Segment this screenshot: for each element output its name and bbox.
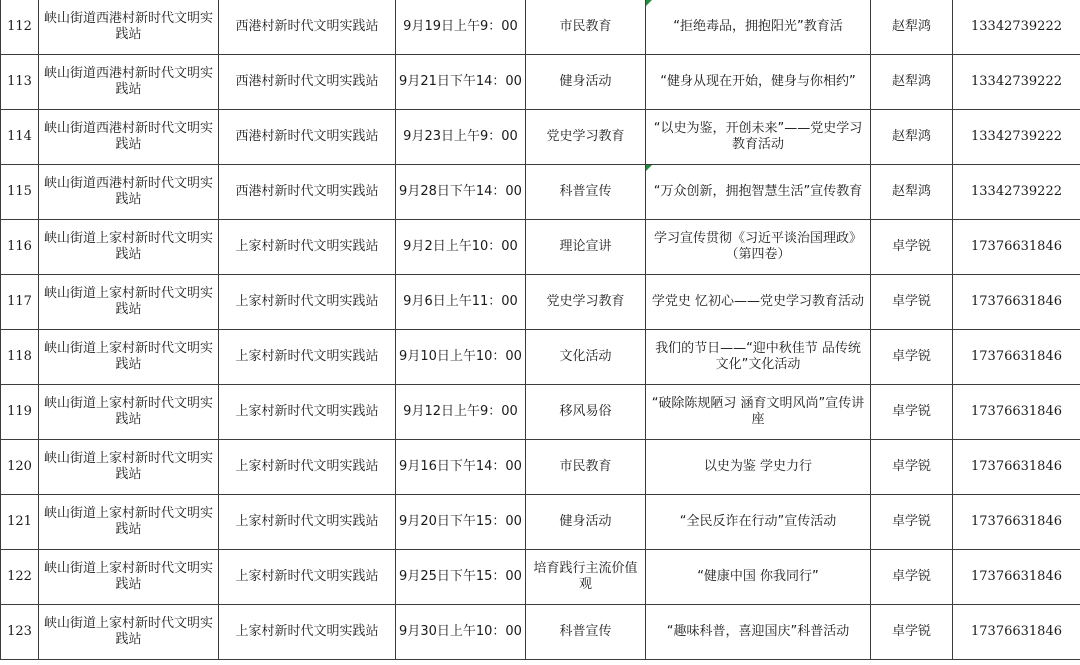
contact-person-text: 卓学锐 bbox=[891, 459, 931, 474]
category-cell[interactable] bbox=[526, 495, 646, 550]
organizer-cell[interactable] bbox=[39, 110, 219, 165]
category-text: 文化活动 bbox=[559, 349, 612, 364]
station-cell[interactable] bbox=[219, 220, 396, 275]
activity-title-text: 学习宣传贯彻《习近平谈治国理政》（第四卷） bbox=[653, 231, 862, 262]
station-text: 上家村新时代文明实践站 bbox=[235, 514, 379, 529]
row-number-cell[interactable] bbox=[1, 110, 39, 165]
activity-title-cell[interactable] bbox=[646, 165, 871, 220]
organizer-line-1: 峡山街道上家村新时代文明实 bbox=[43, 396, 213, 411]
phone-number-cell[interactable] bbox=[953, 385, 1080, 440]
organizer-cell[interactable] bbox=[39, 550, 219, 605]
table-row[interactable] bbox=[1, 385, 1080, 440]
row-number-text: 117 bbox=[7, 294, 32, 309]
category-text: 党史学习教育 bbox=[546, 294, 625, 309]
contact-person-cell[interactable] bbox=[871, 385, 953, 440]
activity-title-cell[interactable] bbox=[646, 605, 871, 660]
row-number-text: 120 bbox=[7, 459, 32, 474]
activity-title-cell[interactable] bbox=[646, 110, 871, 165]
row-number-cell[interactable] bbox=[1, 330, 39, 385]
activity-title-text: “以史为鉴，开创未来”——党史学习教育活动 bbox=[653, 121, 863, 152]
station-text: 西港村新时代文明实践站 bbox=[235, 184, 379, 199]
activity-title-text: “健身从现在开始，健身与你相约” bbox=[660, 74, 856, 89]
row-number-text: 118 bbox=[7, 349, 32, 364]
contact-person-text: 卓学锐 bbox=[891, 404, 931, 419]
organizer-line-2: 践站 bbox=[115, 467, 142, 482]
contact-person-text: 卓学锐 bbox=[891, 294, 931, 309]
time-text: 9月21日下午14：00 bbox=[399, 74, 522, 89]
row-number-cell[interactable] bbox=[1, 440, 39, 495]
organizer-cell[interactable] bbox=[39, 220, 219, 275]
time-cell[interactable] bbox=[396, 110, 526, 165]
organizer-line-1: 峡山街道上家村新时代文明实 bbox=[43, 231, 213, 246]
category-text: 培育践行主流价值观 bbox=[533, 561, 638, 592]
activity-title-cell[interactable] bbox=[646, 440, 871, 495]
station-cell[interactable] bbox=[219, 385, 396, 440]
contact-person-text: 赵犁鸿 bbox=[891, 129, 931, 144]
time-cell[interactable] bbox=[396, 165, 526, 220]
row-number-cell[interactable] bbox=[1, 275, 39, 330]
contact-person-cell[interactable] bbox=[871, 495, 953, 550]
row-number-text: 116 bbox=[7, 239, 32, 254]
organizer-line-1: 峡山街道西港村新时代文明实 bbox=[43, 176, 213, 191]
category-cell[interactable] bbox=[526, 110, 646, 165]
activity-title-cell[interactable] bbox=[646, 385, 871, 440]
cell-comment-marker bbox=[646, 0, 652, 6]
time-text: 9月28日下午14：00 bbox=[399, 184, 522, 199]
table-row[interactable] bbox=[1, 440, 1080, 495]
table-row[interactable] bbox=[1, 330, 1080, 385]
table-row[interactable] bbox=[1, 220, 1080, 275]
category-cell[interactable] bbox=[526, 605, 646, 660]
time-cell[interactable] bbox=[396, 55, 526, 110]
category-text: 市民教育 bbox=[559, 459, 612, 474]
contact-person-text: 卓学锐 bbox=[891, 514, 931, 529]
station-cell[interactable] bbox=[219, 55, 396, 110]
activity-title-text: “破除陈规陋习 涵育文明风尚”宣传讲座 bbox=[651, 396, 865, 427]
category-text: 科普宣传 bbox=[559, 184, 612, 199]
phone-number-text: 17376631846 bbox=[971, 239, 1062, 254]
table-row[interactable] bbox=[1, 495, 1080, 550]
activity-title-cell[interactable] bbox=[646, 330, 871, 385]
contact-person-text: 赵犁鸿 bbox=[891, 74, 931, 89]
activity-title-text: 我们的节日——“迎中秋佳节 品传统文化”文化活动 bbox=[655, 341, 861, 372]
category-text: 科普宣传 bbox=[559, 624, 612, 639]
row-number-cell[interactable] bbox=[1, 55, 39, 110]
station-text: 上家村新时代文明实践站 bbox=[235, 349, 379, 364]
activity-title-text: “万众创新，拥抱智慧生活”宣传教育 bbox=[653, 184, 863, 199]
phone-number-text: 13342739222 bbox=[971, 74, 1062, 89]
time-cell[interactable] bbox=[396, 385, 526, 440]
activity-title-text: “健康中国 你我同行” bbox=[697, 569, 819, 584]
time-text: 9月23日上午9：00 bbox=[403, 129, 518, 144]
organizer-line-1: 峡山街道上家村新时代文明实 bbox=[43, 286, 213, 301]
row-number-text: 121 bbox=[7, 514, 32, 529]
table-row[interactable] bbox=[1, 550, 1080, 605]
organizer-line-1: 峡山街道上家村新时代文明实 bbox=[43, 561, 213, 576]
station-cell[interactable] bbox=[219, 550, 396, 605]
activity-title-text: “全民反诈在行动”宣传活动 bbox=[679, 514, 837, 529]
organizer-line-2: 践站 bbox=[115, 632, 142, 647]
phone-number-cell[interactable] bbox=[953, 0, 1080, 55]
row-number-text: 113 bbox=[7, 74, 32, 89]
station-cell[interactable] bbox=[219, 440, 396, 495]
organizer-line-1: 峡山街道上家村新时代文明实 bbox=[43, 451, 213, 466]
row-number-cell[interactable] bbox=[1, 0, 39, 55]
phone-number-text: 17376631846 bbox=[971, 404, 1062, 419]
time-cell[interactable] bbox=[396, 440, 526, 495]
row-number-cell[interactable] bbox=[1, 495, 39, 550]
station-text: 上家村新时代文明实践站 bbox=[235, 404, 379, 419]
time-text: 9月12日上午9：00 bbox=[403, 404, 518, 419]
category-cell[interactable] bbox=[526, 550, 646, 605]
category-cell[interactable] bbox=[526, 220, 646, 275]
category-text: 移风易俗 bbox=[559, 404, 612, 419]
row-number-text: 114 bbox=[7, 129, 32, 144]
contact-person-text: 卓学锐 bbox=[891, 569, 931, 584]
station-text: 西港村新时代文明实践站 bbox=[235, 74, 379, 89]
organizer-cell[interactable] bbox=[39, 165, 219, 220]
station-text: 上家村新时代文明实践站 bbox=[235, 569, 379, 584]
phone-number-cell[interactable] bbox=[953, 330, 1080, 385]
contact-person-text: 卓学锐 bbox=[891, 349, 931, 364]
table-row[interactable] bbox=[1, 275, 1080, 330]
organizer-line-1: 峡山街道西港村新时代文明实 bbox=[43, 11, 213, 26]
time-cell[interactable] bbox=[396, 220, 526, 275]
table-row[interactable] bbox=[1, 605, 1080, 660]
cell-comment-marker bbox=[646, 165, 652, 171]
organizer-cell[interactable] bbox=[39, 55, 219, 110]
category-cell[interactable] bbox=[526, 440, 646, 495]
time-cell[interactable] bbox=[396, 330, 526, 385]
row-number-text: 119 bbox=[7, 404, 32, 419]
phone-number-cell[interactable] bbox=[953, 165, 1080, 220]
time-text: 9月20日下午15：00 bbox=[399, 514, 522, 529]
phone-number-cell[interactable] bbox=[953, 220, 1080, 275]
phone-number-cell[interactable] bbox=[953, 275, 1080, 330]
organizer-line-2: 践站 bbox=[115, 412, 142, 427]
time-cell[interactable] bbox=[396, 605, 526, 660]
table-row[interactable] bbox=[1, 165, 1080, 220]
station-cell[interactable] bbox=[219, 330, 396, 385]
organizer-cell[interactable] bbox=[39, 385, 219, 440]
organizer-cell[interactable] bbox=[39, 605, 219, 660]
organizer-line-2: 践站 bbox=[115, 192, 142, 207]
organizer-cell[interactable] bbox=[39, 0, 219, 55]
contact-person-cell[interactable] bbox=[871, 220, 953, 275]
phone-number-text: 13342739222 bbox=[971, 129, 1062, 144]
organizer-line-1: 峡山街道西港村新时代文明实 bbox=[43, 121, 213, 136]
phone-number-cell[interactable] bbox=[953, 55, 1080, 110]
time-cell[interactable] bbox=[396, 275, 526, 330]
category-text: 市民教育 bbox=[559, 19, 612, 34]
contact-person-cell[interactable] bbox=[871, 165, 953, 220]
activity-title-text: 学党史 忆初心——党史学习教育活动 bbox=[651, 294, 865, 309]
station-cell[interactable] bbox=[219, 0, 396, 55]
organizer-line-2: 践站 bbox=[115, 522, 142, 537]
station-text: 上家村新时代文明实践站 bbox=[235, 294, 379, 309]
contact-person-text: 卓学锐 bbox=[891, 239, 931, 254]
station-cell[interactable] bbox=[219, 165, 396, 220]
table-row[interactable] bbox=[1, 110, 1080, 165]
phone-number-text: 17376631846 bbox=[971, 459, 1062, 474]
organizer-line-2: 践站 bbox=[115, 137, 142, 152]
category-text: 理论宣讲 bbox=[559, 239, 612, 254]
contact-person-text: 赵犁鸿 bbox=[891, 184, 931, 199]
phone-number-cell[interactable] bbox=[953, 110, 1080, 165]
contact-person-cell[interactable] bbox=[871, 330, 953, 385]
phone-number-text: 13342739222 bbox=[971, 184, 1062, 199]
time-cell[interactable] bbox=[396, 0, 526, 55]
activity-title-cell[interactable] bbox=[646, 495, 871, 550]
contact-person-cell[interactable] bbox=[871, 110, 953, 165]
row-number-text: 123 bbox=[7, 624, 32, 639]
table-row[interactable] bbox=[1, 0, 1080, 55]
time-text: 9月6日上午11：00 bbox=[403, 294, 518, 309]
phone-number-text: 17376631846 bbox=[971, 514, 1062, 529]
station-text: 西港村新时代文明实践站 bbox=[235, 129, 379, 144]
phone-number-cell[interactable] bbox=[953, 440, 1080, 495]
table-row[interactable] bbox=[1, 55, 1080, 110]
organizer-cell[interactable] bbox=[39, 275, 219, 330]
time-text: 9月2日上午10：00 bbox=[403, 239, 518, 254]
category-cell[interactable] bbox=[526, 330, 646, 385]
station-text: 上家村新时代文明实践站 bbox=[235, 459, 379, 474]
phone-number-text: 17376631846 bbox=[971, 624, 1062, 639]
time-text: 9月10日上午10：00 bbox=[399, 349, 522, 364]
contact-person-text: 卓学锐 bbox=[891, 624, 931, 639]
contact-person-cell[interactable] bbox=[871, 605, 953, 660]
activity-title-cell[interactable] bbox=[646, 275, 871, 330]
category-cell[interactable] bbox=[526, 55, 646, 110]
activity-title-cell[interactable] bbox=[646, 0, 871, 55]
station-cell[interactable] bbox=[219, 605, 396, 660]
category-cell[interactable] bbox=[526, 385, 646, 440]
organizer-line-1: 峡山街道西港村新时代文明实 bbox=[43, 66, 213, 81]
activity-title-cell[interactable] bbox=[646, 220, 871, 275]
time-text: 9月30日上午10：00 bbox=[399, 624, 522, 639]
category-text: 党史学习教育 bbox=[546, 129, 625, 144]
contact-person-cell[interactable] bbox=[871, 275, 953, 330]
row-number-cell[interactable] bbox=[1, 550, 39, 605]
row-number-text: 112 bbox=[7, 19, 32, 34]
station-text: 上家村新时代文明实践站 bbox=[235, 239, 379, 254]
contact-person-cell[interactable] bbox=[871, 55, 953, 110]
organizer-line-2: 践站 bbox=[115, 577, 142, 592]
time-cell[interactable] bbox=[396, 495, 526, 550]
organizer-cell[interactable] bbox=[39, 330, 219, 385]
contact-person-cell[interactable] bbox=[871, 550, 953, 605]
phone-number-cell[interactable] bbox=[953, 550, 1080, 605]
phone-number-cell[interactable] bbox=[953, 495, 1080, 550]
time-text: 9月16日下午14：00 bbox=[399, 459, 522, 474]
phone-number-cell[interactable] bbox=[953, 605, 1080, 660]
station-cell[interactable] bbox=[219, 110, 396, 165]
phone-number-text: 17376631846 bbox=[971, 349, 1062, 364]
time-text: 9月25日下午15：00 bbox=[399, 569, 522, 584]
row-number-cell[interactable] bbox=[1, 165, 39, 220]
phone-number-text: 17376631846 bbox=[971, 294, 1062, 309]
station-text: 西港村新时代文明实践站 bbox=[235, 19, 379, 34]
activity-title-text: 以史为鉴 学史力行 bbox=[703, 459, 813, 474]
station-text: 上家村新时代文明实践站 bbox=[235, 624, 379, 639]
organizer-line-1: 峡山街道上家村新时代文明实 bbox=[43, 616, 213, 631]
phone-number-text: 13342739222 bbox=[971, 19, 1062, 34]
station-cell[interactable] bbox=[219, 275, 396, 330]
time-text: 9月19日上午9：00 bbox=[403, 19, 518, 34]
category-cell[interactable] bbox=[526, 165, 646, 220]
organizer-line-2: 践站 bbox=[115, 302, 142, 317]
organizer-line-2: 践站 bbox=[115, 27, 142, 42]
organizer-line-1: 峡山街道上家村新时代文明实 bbox=[43, 341, 213, 356]
category-text: 健身活动 bbox=[559, 74, 612, 89]
phone-number-text: 17376631846 bbox=[971, 569, 1062, 584]
activity-title-text: “拒绝毒品，拥抱阳光”教育活 bbox=[673, 19, 843, 34]
row-number-text: 122 bbox=[7, 569, 32, 584]
category-text: 健身活动 bbox=[559, 514, 612, 529]
organizer-line-2: 践站 bbox=[115, 82, 142, 97]
row-number-text: 115 bbox=[7, 184, 32, 199]
organizer-cell[interactable] bbox=[39, 440, 219, 495]
row-number-cell[interactable] bbox=[1, 605, 39, 660]
activity-title-cell[interactable] bbox=[646, 550, 871, 605]
activity-title-text: “趣味科普，喜迎国庆”科普活动 bbox=[666, 624, 850, 639]
category-cell[interactable] bbox=[526, 0, 646, 55]
row-number-cell[interactable] bbox=[1, 385, 39, 440]
time-cell[interactable] bbox=[396, 550, 526, 605]
organizer-line-2: 践站 bbox=[115, 357, 142, 372]
contact-person-cell[interactable] bbox=[871, 440, 953, 495]
contact-person-text: 赵犁鸿 bbox=[891, 19, 931, 34]
organizer-cell[interactable] bbox=[39, 495, 219, 550]
organizer-line-1: 峡山街道上家村新时代文明实 bbox=[43, 506, 213, 521]
row-number-cell[interactable] bbox=[1, 220, 39, 275]
contact-person-cell[interactable] bbox=[871, 0, 953, 55]
station-cell[interactable] bbox=[219, 495, 396, 550]
activity-title-cell[interactable] bbox=[646, 55, 871, 110]
organizer-line-2: 践站 bbox=[115, 247, 142, 262]
category-cell[interactable] bbox=[526, 275, 646, 330]
